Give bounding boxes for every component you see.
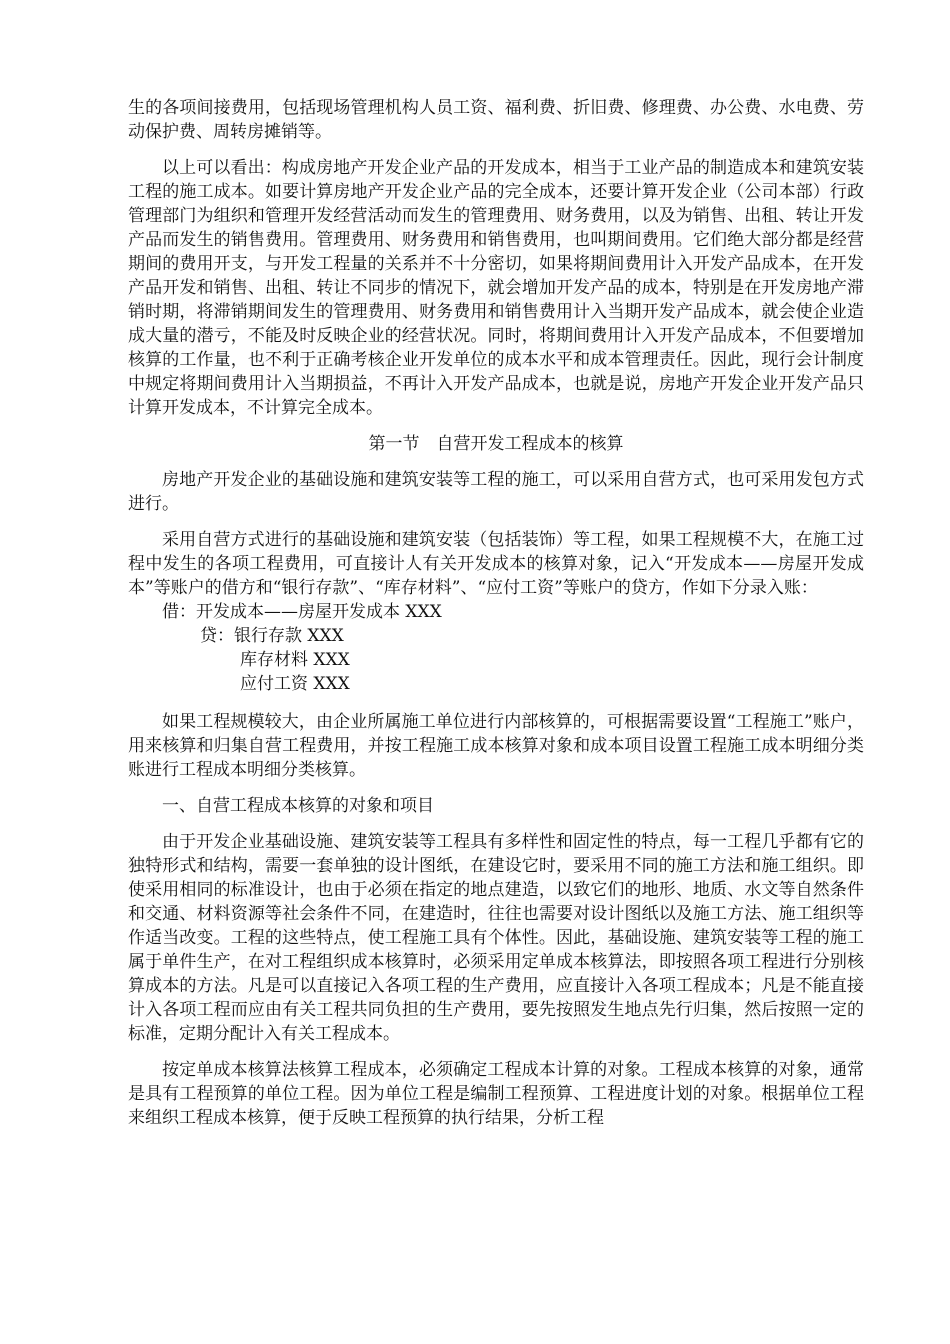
journal-credit-line: 应付工资 XXX: [240, 674, 350, 694]
document-page: [128, 96, 864, 1142]
paragraph-project-characteristics: 由于开发企业基础设施、建筑安装等工程具有多样性和固定性的特点，每一工程几乎都有它的独特形式和结构，需要一套单独的设计图纸，在建设它时，要采用不同的施工方法和施工组织。即使采用相同的标准设计，也由于必须在指定的地点建造，以致它们的地形、地质、水文等自然条件和交通、材料资源等社会条件不同，在建造时，往往也需要对设计图纸以及施工方法、施工组织等作适当改变。工程的这些特点，使工程施工具有个体性。因此，基础设施、建筑安装等工程的施工属于单件生产，在对工程组织成本核算时，必须采用定单成本核算法，即按照各项工程进行分别核算成本的方法。凡是可以直接记入各项工程的生产费用，应直接计入各项工程成本；凡是不能直接计入各项工程而应由有关工程共同负担的生产费用，要先按照发生地点先行归集，然后按照一定的标准，定期分配计入有关工程成本。: [128, 832, 864, 1044]
paragraph-self-operated: 采用自营方式进行的基础设施和建筑安装（包括装饰）等工程，如果工程规模不大，在施工过程中发生的各项工程费用，可直接计人有关开发成本的核算对象，记入“开发成本——房屋开发成本”等账户的借方和“银行存款”、“库存材料”、“应付工资”等账户的贷方，作如下分录入账：: [128, 530, 864, 598]
paragraph-period-costs: 以上可以看出：构成房地产开发企业产品的开发成本，相当于工业产品的制造成本和建筑安装工程的施工成本。如要计算房地产开发企业产品的完全成本，还要计算开发企业（公司本部）行政管理部门为组织和管理开发经营活动而发生的管理费用、财务费用，以及为销售、出租、转让开发产品而发生的销售费用。管理费用、财务费用和销售费用，也叫期间费用。它们绝大部分都是经营期间的费用开支，与开发工程量的关系并不十分密切，如果将期间费用计入开发产品成本，在开发产品开发和销售、出租、转让不同步的情况下，就会增加开发产品的成本，特别是在开发房地产滞销时期，将滞销期间发生的管理费用、财务费用和销售费用计入当期开发产品成本，就会使企业造成大量的潜亏，不能及时反映企业的经营状况。同时，将期间费用计入开发产品成本，不但要增加核算的工作量，也不利于正确考核企业开发单位的成本水平和成本管理责任。因此，现行会计制度中规定将期间费用计入当期损益，不再计入开发产品成本，也就是说，房地产开发企业开发产品只计算开发成本，不计算完全成本。: [128, 158, 864, 418]
section-heading: 第一节 自营开发工程成本的核算: [368, 434, 624, 454]
paragraph-large-projects: 如果工程规模较大，由企业所属施工单位进行内部核算的，可根据需要设置“工程施工”账户，用来核算和归集自营工程费用，并按工程施工成本核算对象和成本项目设置工程施工成本明细分类账进行工程成本明细分类核算。: [128, 712, 864, 780]
journal-debit-line: 借：开发成本——房屋开发成本 XXX: [162, 602, 442, 622]
journal-entry: [128, 600, 864, 696]
paragraph-construction-methods: 房地产开发企业的基础设施和建筑安装等工程的施工，可以采用自营方式，也可采用发包方式进行。: [128, 470, 864, 514]
paragraph-costing-object: 按定单成本核算法核算工程成本，必须确定工程成本计算的对象。工程成本核算的对象，通常是具有工程预算的单位工程。因为单位工程是编制工程预算、工程进度计划的对象。根据单位工程来组织工程成本核算，便于反映工程预算的执行结果，分析工程: [128, 1060, 864, 1128]
paragraph-continuation: 生的各项间接费用，包括现场管理机构人员工资、福利费、折旧费、修理费、办公费、水电费、劳动保护费、周转房摊销等。: [128, 98, 864, 142]
journal-credit-line: 贷：银行存款 XXX: [200, 626, 344, 646]
journal-credit-line: 库存材料 XXX: [240, 650, 350, 670]
subsection-heading: 一、自营工程成本核算的对象和项目: [162, 796, 434, 816]
